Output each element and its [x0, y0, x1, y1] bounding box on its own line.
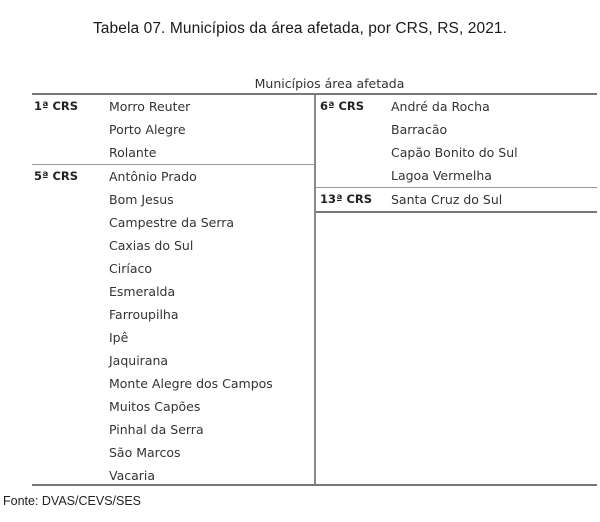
municipality-list — [391, 188, 597, 211]
municipality: Ciríaco — [109, 261, 152, 276]
crs-group — [316, 188, 597, 213]
municipality: Campestre da Serra — [109, 215, 235, 230]
table-body — [32, 93, 597, 486]
municipality: Morro Reuter — [109, 99, 191, 114]
left-column — [32, 95, 316, 484]
crs-group — [32, 95, 314, 165]
municipality: André da Rocha — [391, 99, 490, 114]
table-header: Municípios área afetada — [254, 76, 405, 91]
crs-label: 1ª CRS — [34, 99, 79, 113]
municipality: Jaquirana — [109, 353, 169, 368]
crs-group — [316, 95, 597, 188]
municipality: Pinhal da Serra — [109, 422, 204, 437]
municipality-list — [391, 95, 597, 187]
municipality: Barracão — [391, 122, 448, 137]
crs-label: 5ª CRS — [34, 169, 79, 183]
right-column — [316, 95, 597, 484]
municipality: Monte Alegre dos Campos — [109, 376, 273, 391]
municipality: Antônio Prado — [109, 169, 197, 184]
municipality: Farroupilha — [109, 307, 179, 322]
municipality-list — [109, 95, 314, 164]
municipality: Muitos Capões — [109, 399, 201, 414]
municipality: Santa Cruz do Sul — [391, 192, 503, 207]
municipality: Caxias do Sul — [109, 238, 194, 253]
municipalities-table — [32, 74, 597, 486]
municipality: Porto Alegre — [109, 122, 186, 137]
municipality: Ipê — [109, 330, 129, 345]
municipality: Rolante — [109, 145, 157, 160]
source-note: Fonte: DVAS/CEVS/SES — [3, 494, 142, 508]
municipality: São Marcos — [109, 445, 181, 460]
table-title: Tabela 07. Municípios da área afetada, por CRS, RS, 2021. — [92, 20, 508, 37]
crs-group — [32, 165, 314, 487]
municipality: Lagoa Vermelha — [391, 168, 492, 183]
crs-label: 13ª CRS — [320, 192, 373, 206]
municipality-list — [109, 165, 314, 487]
crs-label: 6ª CRS — [320, 99, 365, 113]
municipality: Vacaria — [109, 468, 156, 483]
municipality: Esmeralda — [109, 284, 176, 299]
municipality: Bom Jesus — [109, 192, 174, 207]
municipality: Capão Bonito do Sul — [391, 145, 518, 160]
